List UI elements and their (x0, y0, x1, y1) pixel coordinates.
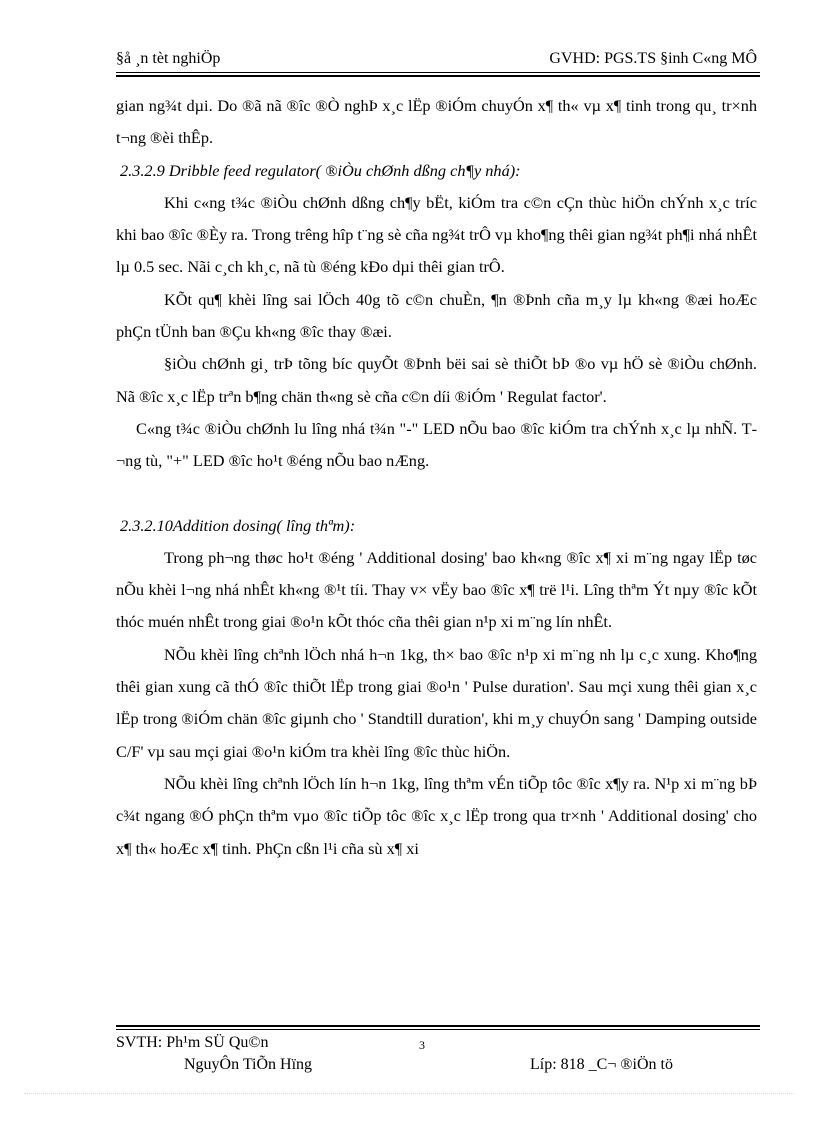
paragraph-gap (116, 478, 757, 510)
page-edge-dotted-line (24, 1093, 794, 1094)
body-paragraph: C«ng t¾c ®iÒu chØnh lu lîng nhá t¾n "-" LED nÕu bao ®îc kiÓm tra chÝnh x¸c lµ nhÑ. T¬ng tù, "+" LED ®îc ho¹t ®éng nÕu bao nÆng. (116, 418, 757, 471)
body-paragraph: NÕu khèi lîng chªnh lÖch nhá h¬n 1kg, th× bao ®îc n¹p xi m¨ng nh lµ c¸c xung. Kho¶ng thêi gian xung cã thÓ ®îc thiÕt lËp trong giai ®o¹n ' Pulse duration'. Sau mçi xung thêi gian x¸c lËp trong ®iÓm chän ®îc giµnh cho ' Standtill duration', khi m¸y chuyÓn sang ' Damping outside C/F' vµ sau mçi giai ®o¹n kiÓm tra khèi lîng ®îc thùc hiÖn. (116, 644, 757, 761)
footer-student: SVTH: Ph¹m SÜ Qu©n (116, 1034, 269, 1051)
page-number: 3 (419, 1038, 425, 1052)
section-heading: 2.3.2.9 Dribble feed regulator( ®iÒu chØnh dßng ch¶y nhá): (120, 160, 521, 180)
body-paragraph: gian ng¾t dµi. Do ®ã nã ®îc ®Ò nghÞ x¸c lËp ®iÓm chuyÓn x¶ th« vµ x¶ tinh trong qu¸ tr×nh t¬ng ®èi thÊp. (116, 96, 757, 148)
header-left-title: §å ¸n tèt nghiÖp (116, 50, 221, 67)
section-heading: 2.3.2.10Addition dosing( lîng thªm): (120, 515, 356, 535)
header-supervisor: GVHD: PGS.TS §inh C«ng MÔ (549, 50, 757, 67)
footer-rule-thick (116, 1025, 760, 1027)
page-header (116, 50, 757, 72)
body-paragraph: KÕt qu¶ khèi lîng sai lÖch 40g tõ c©n chuÈn, ¶n ®Þnh cña m¸y lµ kh«ng ®æi hoÆc phÇn tÜnh ban ®Çu kh«ng ®îc thay ®æi. (116, 289, 757, 342)
document-body (116, 90, 757, 865)
footer-rule-thin (116, 1029, 760, 1030)
body-paragraph: Trong ph¬ng thøc ho¹t ®éng ' Additional dosing' bao kh«ng ®îc x¶ xi m¨ng ngay lËp tøc nÕu khèi l¬ng nhá nhÊt kh«ng ®¹t tíi. Thay v× vËy bao ®îc x¶ trë l¹i. Lîng thªm Ýt nµy ®îc kÕt thóc muén nhÊt trong giai ®o¹n kÕt thóc cña thêi gian n¹p xi m¨ng lín nhÊt. (116, 547, 757, 632)
footer-student-2: NguyÔn TiÕn Hïng (184, 1056, 313, 1073)
header-rule-thin (116, 72, 760, 73)
body-paragraph: §iÒu chØnh gi¸ trÞ tõng bíc quyÕt ®Þnh bëi sai sè thiÕt bÞ ®o vµ hÖ sè ®iÒu chØnh. Nã ®îc x¸c lËp trªn b¶ng chän th«ng sè cña c©n díi ®iÓm ' Regulat factor'. (116, 354, 757, 406)
body-paragraph: Khi c«ng t¾c ®iÒu chØnh dßng ch¶y bËt, kiÓm tra c©n cÇn thùc hiÖn chÝnh x¸c tríc khi bao ®îc ®Èy ra. Trong trêng hîp t¨ng sè cña ng¾t trÔ vµ kho¶ng thêi gian ng¾t ph¶i nhá nhÊt lµ 0.5 sec. Nãi c¸ch kh¸c, nã tù ®éng kÐo dµi thêi gian trÔ. (116, 192, 757, 277)
body-paragraph: NÕu khèi lîng chªnh lÖch lín h¬n 1kg, lîng thªm vÉn tiÕp tôc ®îc x¶y ra. N¹p xi m¨ng bÞ c¾t ngang ®Ó phÇn thªm vµo ®îc tiÕp tôc ®îc x¸c lËp trong qua tr×nh ' Additional dosing' cho x¶ th« hoÆc x¶ tinh. PhÇn cßn l¹i cña sù x¶ xi (116, 773, 757, 858)
footer-class: Líp: 818 _C¬ ®iÖn tö (530, 1056, 673, 1073)
header-rule-thick (116, 75, 760, 77)
